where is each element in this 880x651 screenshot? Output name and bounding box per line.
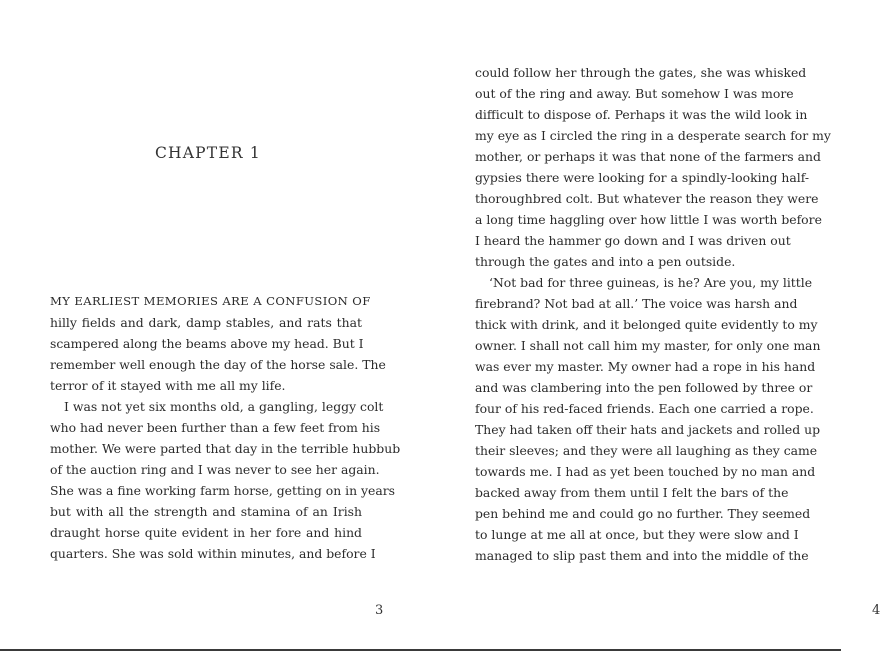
text-line: pen behind me and could go no further. They seemed <box>475 506 811 521</box>
text-line: draught horse quite evident in her fore and hind <box>50 525 362 540</box>
text-line: through the gates and into a pen outside. <box>475 254 736 269</box>
text-line: towards me. I had as yet been touched by no man and <box>475 464 816 479</box>
text-line: terror of it stayed with me all my life. <box>50 378 286 393</box>
text-line: I was not yet six months old, a gangling, leggy colt <box>64 399 384 414</box>
text-line: my eye as I circled the ring in a desperate search for my <box>475 128 831 143</box>
text-line: to lunge at me all at once, but they were slow and I <box>475 527 799 542</box>
page-number-right: 4 <box>872 603 880 618</box>
text-line: MY EARLIEST MEMORIES ARE A CONFUSION OF <box>50 294 371 308</box>
text-line: hilly fields and dark, damp stables, and rats that <box>50 315 362 330</box>
text-line: of the auction ring and I was never to see her again. <box>50 462 380 477</box>
text-line: She was a fine working farm horse, getting on in years <box>50 483 395 498</box>
right-page <box>420 0 880 649</box>
text-line: thoroughbred colt. But whatever the reason they were <box>475 191 819 206</box>
left-page-body <box>50 291 401 564</box>
text-line: could follow her through the gates, she was whisked <box>475 65 807 80</box>
text-line: owner. I shall not call him my master, for only one man <box>475 338 821 353</box>
text-line: a long time haggling over how little I was worth before <box>475 212 822 227</box>
text-line: was ever my master. My owner had a rope in his hand <box>475 359 816 374</box>
text-line: They had taken off their hats and jackets and rolled up <box>475 422 821 437</box>
text-line: quarters. She was sold within minutes, and before I <box>50 546 376 561</box>
chapter-heading: CHAPTER 1 <box>155 144 261 162</box>
text-line: mother, or perhaps it was that none of the farmers and <box>475 149 821 164</box>
text-line: thick with drink, and it belonged quite evidently to my <box>475 317 818 332</box>
text-line: and was clambering into the pen followed by three or <box>475 380 813 395</box>
text-line: gypsies there were looking for a spindly-looking half- <box>475 170 810 185</box>
text-line: but with all the strength and stamina of an Irish <box>50 504 362 519</box>
text-line: four of his red-faced friends. Each one carried a rope. <box>475 401 814 416</box>
text-line: mother. We were parted that day in the terrible hubbub <box>50 441 401 456</box>
text-line: remember well enough the day of the horse sale. The <box>50 357 386 372</box>
text-line: managed to slip past them and into the middle of the <box>475 548 809 563</box>
text-line: out of the ring and away. But somehow I was more <box>475 86 794 101</box>
left-page <box>0 0 420 649</box>
text-line: firebrand? Not bad at all.’ The voice was harsh and <box>475 296 798 311</box>
text-line: backed away from them until I felt the bars of the <box>475 485 789 500</box>
text-line: scampered along the beams above my head. But I <box>50 336 364 351</box>
text-line: their sleeves; and they were all laughing as they came <box>475 443 818 458</box>
text-line: ‘Not bad for three guineas, is he? Are you, my little <box>489 275 813 290</box>
text-line: I heard the hammer go down and I was driven out <box>475 233 791 248</box>
text-line: difficult to dispose of. Perhaps it was the wild look in <box>475 107 808 122</box>
right-page-body <box>475 62 831 566</box>
text-line: who had never been further than a few feet from his <box>50 420 381 435</box>
page-number-left: 3 <box>375 603 384 618</box>
